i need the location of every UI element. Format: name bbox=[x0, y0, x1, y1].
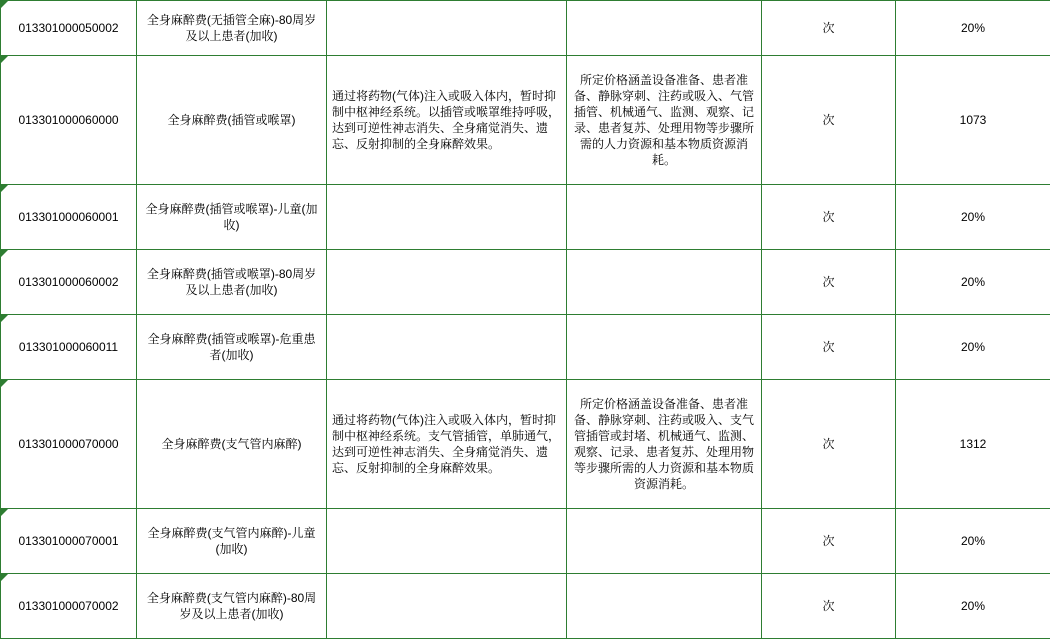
cell-item-unit: 次 bbox=[762, 509, 896, 574]
cell-item-price: 1312 bbox=[896, 380, 1050, 509]
cell-item-price: 20% bbox=[896, 185, 1050, 250]
cell-item-content bbox=[567, 250, 762, 315]
cell-item-name: 全身麻醉费(支气管内麻醉)-儿童(加收) bbox=[137, 509, 327, 574]
cell-item-description bbox=[327, 185, 567, 250]
cell-item-unit: 次 bbox=[762, 315, 896, 380]
cell-item-content bbox=[567, 509, 762, 574]
cell-item-name: 全身麻醉费(插管或喉罩)-危重患者(加收) bbox=[137, 315, 327, 380]
cell-item-unit: 次 bbox=[762, 1, 896, 56]
cell-item-unit: 次 bbox=[762, 574, 896, 639]
table-row[interactable] bbox=[1, 1, 1050, 56]
cell-item-code: 013301000060001 bbox=[1, 185, 137, 250]
cell-item-price: 20% bbox=[896, 509, 1050, 574]
table-row[interactable] bbox=[1, 315, 1050, 380]
cell-item-code: 013301000070000 bbox=[1, 380, 137, 509]
cell-item-content bbox=[567, 185, 762, 250]
table-row[interactable] bbox=[1, 56, 1050, 185]
cell-item-unit: 次 bbox=[762, 185, 896, 250]
cell-item-content bbox=[567, 1, 762, 56]
cell-item-code: 013301000060000 bbox=[1, 56, 137, 185]
table-row[interactable] bbox=[1, 509, 1050, 574]
cell-item-description bbox=[327, 250, 567, 315]
cell-item-code: 013301000070002 bbox=[1, 574, 137, 639]
cell-item-price: 20% bbox=[896, 315, 1050, 380]
cell-item-code: 013301000070001 bbox=[1, 509, 137, 574]
cell-item-content bbox=[567, 574, 762, 639]
cell-item-unit: 次 bbox=[762, 380, 896, 509]
cell-item-description: 通过将药物(气体)注入或吸入体内，暂时抑制中枢神经系统。以插管或喉罩维持呼吸，达到可逆性神志消失、全身痛觉消失、遗忘、反射抑制的全身麻醉效果。 bbox=[327, 56, 567, 185]
table-row[interactable] bbox=[1, 185, 1050, 250]
cell-item-unit: 次 bbox=[762, 56, 896, 185]
price-table-body bbox=[1, 1, 1050, 639]
table-row[interactable] bbox=[1, 250, 1050, 315]
table-row[interactable] bbox=[1, 574, 1050, 639]
cell-item-description: 通过将药物(气体)注入或吸入体内，暂时抑制中枢神经系统。支气管插管，单肺通气，达到可逆性神志消失、全身痛觉消失、遗忘、反射抑制的全身麻醉效果。 bbox=[327, 380, 567, 509]
table-row[interactable] bbox=[1, 380, 1050, 509]
cell-item-unit: 次 bbox=[762, 250, 896, 315]
cell-item-content: 所定价格涵盖设备准备、患者准备、静脉穿刺、注药或吸入、支气管插管或封堵、机械通气、监测、观察、记录、患者复苏、处理用物等步骤所需的人力资源和基本物质资源消耗。 bbox=[567, 380, 762, 509]
cell-item-content: 所定价格涵盖设备准备、患者准备、静脉穿刺、注药或吸入、气管插管、机械通气、监测、观察、记录、患者复苏、处理用物等步骤所需的人力资源和基本物质资源消耗。 bbox=[567, 56, 762, 185]
cell-item-description bbox=[327, 1, 567, 56]
cell-item-name: 全身麻醉费(插管或喉罩)-80周岁及以上患者(加收) bbox=[137, 250, 327, 315]
cell-item-code: 013301000060002 bbox=[1, 250, 137, 315]
cell-item-code: 013301000050002 bbox=[1, 1, 137, 56]
cell-item-description bbox=[327, 315, 567, 380]
cell-item-description bbox=[327, 509, 567, 574]
cell-item-price: 20% bbox=[896, 574, 1050, 639]
cell-item-name: 全身麻醉费(无插管全麻)-80周岁及以上患者(加收) bbox=[137, 1, 327, 56]
cell-item-name: 全身麻醉费(支气管内麻醉)-80周岁及以上患者(加收) bbox=[137, 574, 327, 639]
cell-item-price: 20% bbox=[896, 1, 1050, 56]
cell-item-name: 全身麻醉费(插管或喉罩) bbox=[137, 56, 327, 185]
cell-item-code: 013301000060011 bbox=[1, 315, 137, 380]
cell-item-price: 20% bbox=[896, 250, 1050, 315]
cell-item-content bbox=[567, 315, 762, 380]
cell-item-price: 1073 bbox=[896, 56, 1050, 185]
cell-item-description bbox=[327, 574, 567, 639]
cell-item-name: 全身麻醉费(支气管内麻醉) bbox=[137, 380, 327, 509]
cell-item-name: 全身麻醉费(插管或喉罩)-儿童(加收) bbox=[137, 185, 327, 250]
